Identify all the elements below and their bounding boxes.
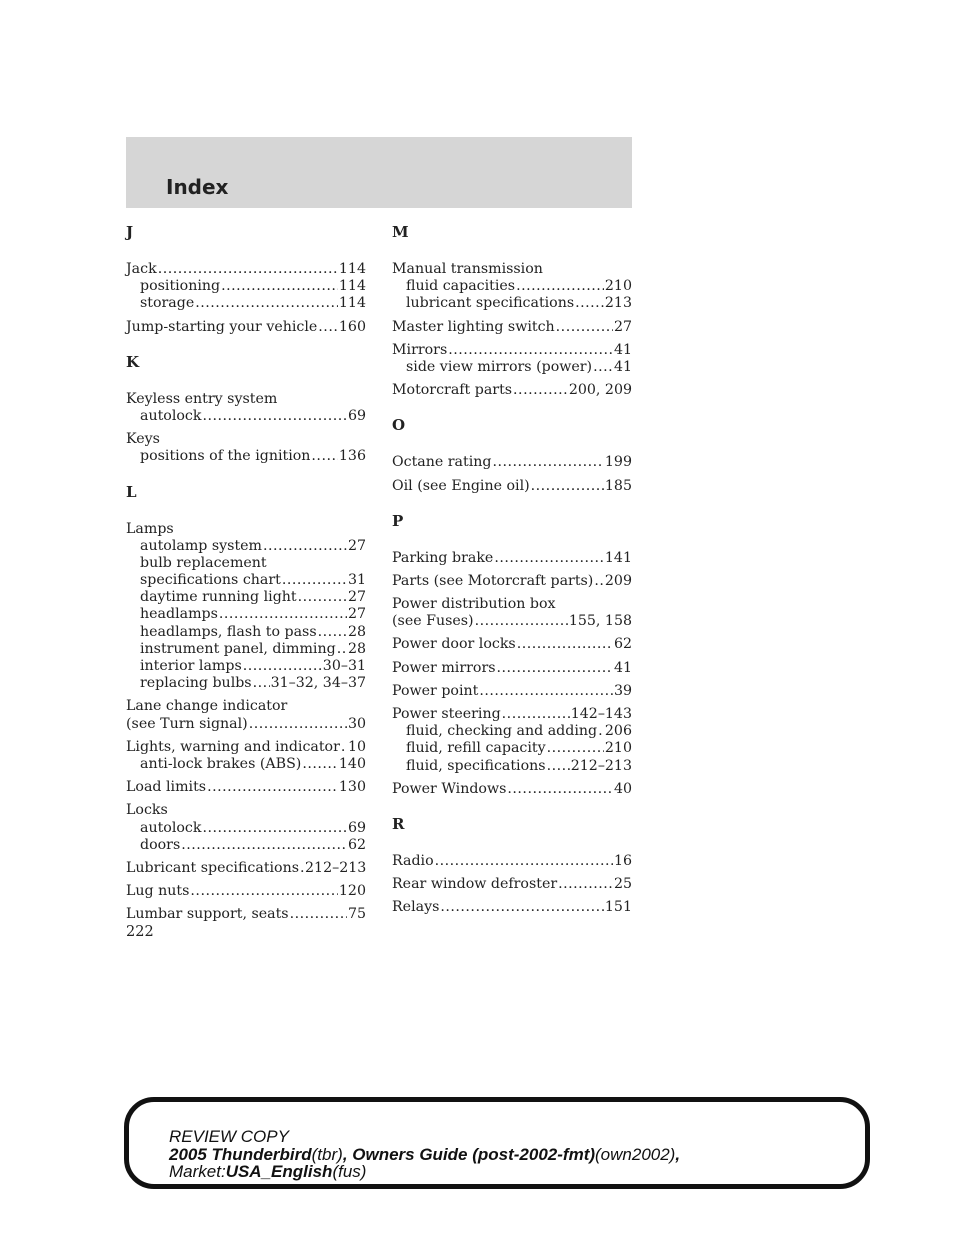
index-letter-heading: P bbox=[392, 511, 404, 530]
index-subentry-line bbox=[126, 448, 366, 465]
index-entry bbox=[126, 391, 366, 425]
index-entry-line bbox=[392, 550, 632, 567]
page-reference: 16 bbox=[613, 852, 632, 869]
dot-leader bbox=[494, 550, 604, 567]
index-subentry-line bbox=[126, 555, 366, 572]
index-entry bbox=[126, 802, 366, 854]
index-entry bbox=[392, 781, 632, 798]
index-entry-line bbox=[392, 573, 632, 590]
entry-text: storage bbox=[140, 295, 195, 312]
index-entry bbox=[392, 636, 632, 653]
page-reference: 209 bbox=[604, 572, 632, 589]
index-entry-line bbox=[392, 853, 632, 870]
entry-text: Power steering bbox=[392, 706, 501, 722]
page-reference: 27 bbox=[347, 606, 366, 623]
dot-leader bbox=[158, 261, 338, 278]
index-subentry-line bbox=[126, 278, 366, 295]
index-entry-line bbox=[392, 876, 632, 893]
entry-text: fluid capacities bbox=[406, 278, 516, 295]
index-entry-line bbox=[392, 683, 632, 700]
dot-leader bbox=[298, 589, 347, 606]
entry-text: lubricant specifications bbox=[406, 295, 575, 312]
index-header-band bbox=[126, 137, 632, 208]
index-entry bbox=[392, 342, 632, 376]
entry-text: Locks bbox=[126, 802, 168, 819]
model-name: 2005 Thunderbird bbox=[169, 1144, 312, 1164]
entry-text: Octane rating bbox=[392, 454, 492, 471]
index-entry-line bbox=[126, 779, 366, 796]
index-entry bbox=[392, 660, 632, 677]
index-entry bbox=[392, 706, 632, 775]
entry-text: autolock bbox=[140, 819, 202, 836]
index-entry-line bbox=[392, 382, 632, 399]
entry-text: Radio bbox=[392, 852, 434, 869]
entry-text: Load limits bbox=[126, 779, 207, 796]
entry-text: fluid, specifications bbox=[406, 757, 546, 774]
page-reference: 213 bbox=[604, 295, 632, 312]
entry-text: doors bbox=[140, 836, 181, 853]
dot-leader bbox=[507, 781, 613, 798]
index-entry-line bbox=[126, 698, 366, 715]
market-value: USA_English bbox=[225, 1162, 333, 1181]
entry-text: Lights, warning and indicator bbox=[126, 738, 340, 755]
index-subentry-line bbox=[126, 589, 366, 606]
guide-name: , Owners Guide (post-2002-fmt) bbox=[342, 1144, 596, 1164]
index-entry-line bbox=[126, 261, 366, 278]
page-reference: 210 bbox=[604, 740, 632, 757]
entry-text: bulb replacement bbox=[140, 554, 267, 571]
entry-text: Keys bbox=[126, 431, 160, 448]
index-entry bbox=[392, 382, 632, 399]
index-entry bbox=[392, 454, 632, 471]
page-reference: 28 bbox=[347, 640, 366, 657]
dot-leader bbox=[547, 740, 604, 757]
index-entry-line bbox=[392, 454, 632, 471]
index-subentry-line bbox=[392, 758, 632, 775]
index-entry-line bbox=[392, 706, 632, 723]
entry-text: specifications chart bbox=[140, 572, 281, 589]
page-reference: 75 bbox=[347, 906, 366, 923]
dot-leader bbox=[547, 758, 570, 775]
dot-leader bbox=[594, 573, 604, 590]
dot-leader bbox=[219, 606, 347, 623]
page-reference: 40 bbox=[613, 780, 632, 797]
index-subentry-line bbox=[126, 572, 366, 589]
index-entry bbox=[126, 779, 366, 796]
index-subentry-line bbox=[126, 538, 366, 555]
dot-leader bbox=[448, 342, 613, 359]
index-entry-line bbox=[392, 613, 632, 630]
index-subentry-line bbox=[126, 756, 366, 773]
entry-text: Lane change indicator bbox=[126, 698, 288, 715]
page-reference: 212–213 bbox=[570, 757, 632, 774]
market-code: (fus) bbox=[332, 1162, 367, 1181]
index-entry bbox=[126, 739, 366, 773]
entry-text: (see Fuses) bbox=[392, 613, 474, 630]
index-entry bbox=[126, 521, 366, 693]
index-entry-line bbox=[126, 716, 366, 733]
index-subentry-line bbox=[392, 295, 632, 312]
page-reference: 30–31 bbox=[322, 658, 366, 674]
entry-text: Parts (see Motorcraft parts) bbox=[392, 572, 594, 589]
index-entry bbox=[392, 899, 632, 916]
market-line bbox=[169, 1163, 680, 1181]
dot-leader bbox=[302, 756, 338, 773]
page-reference: 31 bbox=[347, 572, 366, 589]
page-reference: 120 bbox=[338, 883, 366, 900]
page-reference: 160 bbox=[338, 318, 366, 335]
dot-leader bbox=[290, 906, 347, 923]
document-identifier-line bbox=[169, 1146, 680, 1164]
page-reference: 28 bbox=[347, 623, 366, 640]
dot-leader bbox=[282, 572, 347, 589]
page-reference: 206 bbox=[604, 723, 632, 740]
entry-text: Lamps bbox=[126, 520, 174, 537]
entry-text: (see Turn signal) bbox=[126, 715, 248, 732]
index-entry bbox=[392, 853, 632, 870]
index-entry bbox=[392, 478, 632, 495]
index-entry bbox=[126, 698, 366, 732]
index-entry-line bbox=[392, 478, 632, 495]
dot-leader bbox=[598, 723, 604, 740]
page-reference: 210 bbox=[604, 278, 632, 295]
dot-leader bbox=[300, 860, 304, 877]
index-letter-heading: R bbox=[392, 814, 405, 833]
index-letter-heading: K bbox=[126, 352, 140, 371]
page-reference: 142–143 bbox=[570, 706, 632, 722]
entry-text: Manual transmission bbox=[392, 261, 543, 277]
dot-leader bbox=[513, 382, 568, 399]
index-entry-line bbox=[126, 319, 366, 336]
index-entry-line bbox=[392, 899, 632, 916]
index-entry bbox=[126, 431, 366, 465]
page-reference: 199 bbox=[604, 454, 632, 471]
page-reference: 27 bbox=[613, 318, 632, 335]
index-entry bbox=[392, 876, 632, 893]
entry-text: positioning bbox=[140, 278, 221, 295]
index-subentry-line bbox=[392, 740, 632, 757]
index-subentry-line bbox=[126, 295, 366, 312]
entry-text: interior lamps bbox=[140, 658, 242, 674]
entry-text: side view mirrors (power) bbox=[406, 358, 593, 375]
dot-leader bbox=[435, 853, 613, 870]
index-entry bbox=[126, 883, 366, 900]
dot-leader bbox=[311, 448, 337, 465]
page-reference: 41 bbox=[613, 358, 632, 375]
dot-leader bbox=[243, 658, 322, 675]
index-entry bbox=[392, 319, 632, 336]
page-reference: 212–213 bbox=[305, 859, 367, 876]
index-subentry-line bbox=[126, 820, 366, 837]
index-entry bbox=[126, 261, 366, 313]
dot-leader bbox=[207, 779, 338, 796]
index-entry-line bbox=[126, 802, 366, 819]
index-subentry-line bbox=[126, 606, 366, 623]
page-reference: 41 bbox=[613, 659, 632, 676]
entry-text: Oil (see Engine oil) bbox=[392, 477, 530, 494]
index-entry-line bbox=[126, 883, 366, 900]
entry-text: fluid, checking and adding bbox=[406, 723, 598, 740]
index-entry-line bbox=[392, 660, 632, 677]
index-subentry-line bbox=[126, 624, 366, 641]
entry-text: anti-lock brakes (ABS) bbox=[140, 755, 302, 772]
review-copy-box bbox=[124, 1097, 870, 1189]
dot-leader bbox=[517, 636, 613, 653]
page-reference: 185 bbox=[604, 477, 632, 494]
entry-text: Power Windows bbox=[392, 780, 507, 797]
entry-text: Lumbar support, seats bbox=[126, 906, 289, 923]
page-reference: 30 bbox=[347, 715, 366, 732]
entry-text: positions of the ignition bbox=[140, 448, 311, 465]
page-reference: 200, 209 bbox=[568, 382, 632, 399]
page-reference: 62 bbox=[613, 636, 632, 653]
index-entry-line bbox=[126, 391, 366, 408]
index-subentry-line bbox=[126, 658, 366, 675]
page-reference: 140 bbox=[338, 755, 366, 772]
entry-text: autolock bbox=[140, 407, 202, 424]
entry-text: daytime running light bbox=[140, 589, 297, 606]
entry-text: Power distribution box bbox=[392, 596, 556, 613]
index-letter-heading: O bbox=[392, 416, 406, 435]
entry-text: Keyless entry system bbox=[126, 390, 278, 407]
index-entry bbox=[126, 906, 366, 923]
dot-leader bbox=[263, 538, 347, 555]
dot-leader bbox=[253, 675, 270, 692]
dot-leader bbox=[531, 478, 604, 495]
dot-leader bbox=[440, 899, 604, 916]
page-reference: 136 bbox=[338, 448, 366, 465]
entry-text: Master lighting switch bbox=[392, 318, 555, 335]
index-letter-heading: J bbox=[126, 223, 134, 241]
page-reference: 10 bbox=[347, 738, 366, 755]
index-column-right bbox=[392, 224, 632, 923]
entry-text: Power mirrors bbox=[392, 659, 496, 676]
review-copy-text bbox=[169, 1128, 680, 1181]
dot-leader bbox=[556, 319, 613, 336]
dot-leader bbox=[202, 820, 346, 837]
entry-text: Mirrors bbox=[392, 341, 448, 358]
entry-text: autolamp system bbox=[140, 537, 263, 554]
index-letter-heading: L bbox=[126, 482, 137, 501]
index-entry bbox=[126, 860, 366, 877]
index-entry-line bbox=[126, 521, 366, 538]
dot-leader bbox=[475, 613, 568, 630]
dot-leader bbox=[195, 295, 338, 312]
index-subentry-line bbox=[392, 359, 632, 376]
page-reference: 39 bbox=[613, 682, 632, 699]
entry-text: Power door locks bbox=[392, 636, 516, 653]
entry-text: Rear window defroster bbox=[392, 876, 558, 893]
dot-leader bbox=[516, 278, 604, 295]
index-entry-line bbox=[126, 906, 366, 923]
page-reference: 155, 158 bbox=[568, 613, 632, 630]
entry-text: Lubricant specifications bbox=[126, 859, 300, 876]
index-entry bbox=[392, 596, 632, 630]
dot-leader bbox=[341, 739, 347, 756]
entry-text: Relays bbox=[392, 899, 440, 916]
page-reference: 41 bbox=[613, 341, 632, 358]
index-entry-line bbox=[392, 636, 632, 653]
index-entry bbox=[392, 261, 632, 313]
page-reference: 141 bbox=[604, 549, 632, 566]
dot-leader bbox=[181, 837, 347, 854]
dot-leader bbox=[318, 319, 338, 336]
index-letter-heading: M bbox=[392, 223, 409, 241]
index-column-left bbox=[126, 224, 366, 929]
index-subentry-line bbox=[126, 408, 366, 425]
entry-text: instrument panel, dimming bbox=[140, 640, 336, 657]
review-copy-label: REVIEW COPY bbox=[169, 1127, 289, 1146]
page-reference: 114 bbox=[338, 278, 366, 295]
entry-text: Motorcraft parts bbox=[392, 382, 513, 399]
index-entry-line bbox=[392, 319, 632, 336]
page-reference: 69 bbox=[347, 407, 366, 424]
dot-leader bbox=[249, 716, 347, 733]
page-reference: 114 bbox=[338, 261, 366, 277]
dot-leader bbox=[221, 278, 338, 295]
index-entry bbox=[392, 683, 632, 700]
index-subentry-line bbox=[392, 723, 632, 740]
dot-leader bbox=[558, 876, 613, 893]
dot-leader bbox=[202, 408, 346, 425]
page-reference: 27 bbox=[347, 537, 366, 554]
page-reference: 69 bbox=[347, 819, 366, 836]
index-entry-line bbox=[126, 739, 366, 756]
index-entry bbox=[392, 550, 632, 567]
entry-text: replacing bulbs bbox=[140, 675, 252, 692]
index-subentry-line bbox=[392, 278, 632, 295]
page-reference: 151 bbox=[604, 899, 632, 916]
entry-text: headlamps, flash to pass bbox=[140, 623, 317, 640]
dot-leader bbox=[492, 454, 603, 471]
page-reference: 27 bbox=[347, 589, 366, 606]
index-subentry-line bbox=[126, 675, 366, 692]
entry-text: fluid, refill capacity bbox=[406, 740, 546, 757]
entry-text: Parking brake bbox=[392, 549, 494, 566]
section-title: Index bbox=[166, 175, 229, 199]
index-entry-line bbox=[392, 261, 632, 278]
page-reference: 130 bbox=[338, 779, 366, 796]
index-entry-line bbox=[126, 431, 366, 448]
index-entry-line bbox=[392, 596, 632, 613]
entry-text: Lug nuts bbox=[126, 883, 190, 900]
dot-leader bbox=[497, 660, 613, 677]
dot-leader bbox=[190, 883, 337, 900]
entry-text: Jack bbox=[126, 261, 157, 277]
dot-leader bbox=[502, 706, 570, 723]
entry-text: headlamps bbox=[140, 606, 218, 623]
dot-leader bbox=[337, 641, 347, 658]
page-reference: 31–32, 34–37 bbox=[270, 675, 366, 692]
index-entry-line bbox=[392, 342, 632, 359]
page-reference: 114 bbox=[338, 295, 366, 312]
page-reference: 62 bbox=[347, 836, 366, 853]
dot-leader bbox=[593, 359, 613, 376]
index-entry-line bbox=[126, 860, 366, 877]
page-number: 222 bbox=[126, 924, 154, 940]
index-subentry-line bbox=[126, 641, 366, 658]
market-label: Market: bbox=[169, 1162, 226, 1181]
index-entry-line bbox=[392, 781, 632, 798]
guide-code: (own2002) bbox=[595, 1144, 676, 1164]
dot-leader bbox=[479, 683, 613, 700]
model-code: (tbr) bbox=[311, 1144, 343, 1164]
index-entry bbox=[392, 573, 632, 590]
index-subentry-line bbox=[126, 837, 366, 854]
entry-text: Jump-starting your vehicle bbox=[126, 318, 318, 335]
dot-leader bbox=[318, 624, 347, 641]
separator-comma: , bbox=[675, 1144, 681, 1164]
entry-text: Power point bbox=[392, 682, 479, 699]
page-reference: 25 bbox=[613, 876, 632, 893]
dot-leader bbox=[575, 295, 604, 312]
index-entry bbox=[126, 319, 366, 336]
